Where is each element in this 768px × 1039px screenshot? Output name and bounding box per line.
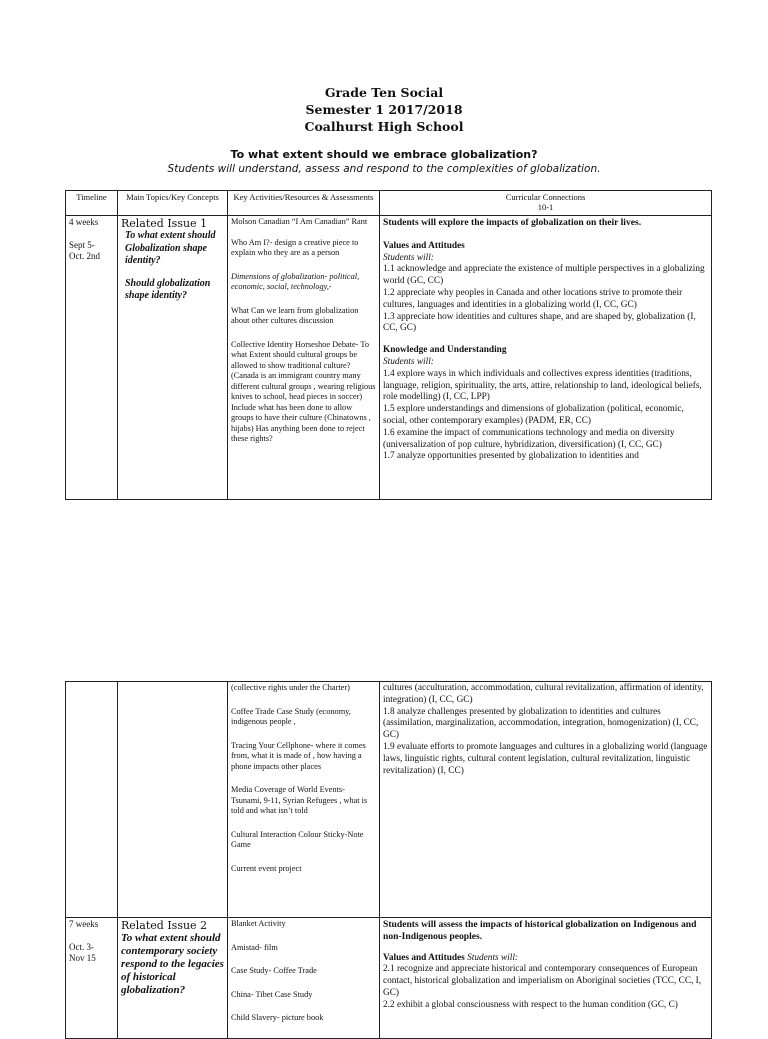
activity-item: (collective rights under the Charter) (231, 683, 350, 692)
semester-title: Semester 1 2017/2018 (305, 102, 463, 117)
outcome-item: 1.6 examine the impact of communications technology and media on diversity (universalization of pop culture, hybridization, diversification) (I, CC, GC) (383, 427, 675, 450)
header-curricular (380, 191, 712, 216)
topics-cell (118, 918, 228, 1039)
topics-cell (118, 216, 228, 500)
activity-item: Coffee Trade Case Study (economy, indigenous people , (231, 706, 351, 726)
dates-end: Nov 15 (69, 953, 96, 963)
knowledge-heading: Knowledge and Understanding (383, 345, 507, 356)
curricular-cell (380, 682, 712, 918)
outcome-item: 1.8 analyze challenges presented by globalization to identities and cultures (assimilation, marginalization, accommodation, integration, homogenization) (I, CC, GC) (383, 706, 699, 741)
activity-item: Who Am I?- design a creative piece to explain who they are as a person (231, 237, 359, 257)
values-heading: Values and Attitudes (383, 240, 465, 251)
activity-item: Blanket Activity (231, 919, 286, 928)
topics-cell (118, 682, 228, 918)
plan-table-page2 (65, 681, 712, 1039)
outcome-item: 1.2 appreciate why peoples in Canada and other locations strive to promote their cultures, languages and identities in a globalizing world (I, CC, GC) (383, 287, 683, 310)
document-header (0, 84, 768, 135)
activity-item: Current event project (231, 863, 302, 873)
students-will-label: Students will: (467, 952, 519, 963)
inquiry-question: To what extent should we embrace globalization? (230, 148, 538, 161)
students-will-label: Students will: (383, 252, 434, 263)
timeline-cell (66, 216, 118, 500)
duration: 7 weeks (69, 919, 99, 929)
activity-item: Cultural Interaction Colour Sticky-Note Game (231, 829, 364, 849)
header-activities: Key Activities/Resources & Assessments (228, 191, 380, 216)
activity-item: Child Slavery- picture book (231, 1013, 324, 1022)
activities-cell (228, 216, 380, 500)
outcome-item: 1.5 explore understandings and dimensions of globalization (political, economic, social, other contemporary examples) (PADM, ER, CC) (383, 404, 684, 426)
header-topics: Main Topics/Key Concepts (118, 191, 228, 216)
header-curricular-label: Curricular Connections (505, 192, 586, 202)
outcome-item: 1.9 evaluate efforts to promote languages and cultures in a globalizing world (language laws, linguistic rights, cultural content legislation, cultural revitalization, linguistic revitalization) (I, CC) (383, 741, 708, 776)
course-title: Grade Ten Social (324, 85, 444, 100)
dates-end: Oct. 2nd (69, 251, 100, 261)
header-curricular-sub: 10-1 (537, 202, 554, 212)
curricular-cell (380, 918, 712, 1039)
curricular-cell (380, 216, 712, 500)
activity-item: Dimensions of globalization- political, economic, social, technology,- (231, 271, 360, 291)
school-name: Coalhurst High School (304, 119, 464, 134)
outcome-item: 1.3 appreciate how identities and cultures shape, and are shaped by, globalization (I, CC, GC) (383, 311, 696, 334)
activities-cell (228, 918, 380, 1039)
key-question-2: Should globalization shape identity? (125, 277, 211, 301)
key-question-1: To what extent should contemporary society respond to the legacies of historical globalization? (121, 932, 224, 996)
outcome-item: 2.2 exhibit a global consciousness with respect to the human condition (GC, C) (383, 999, 678, 1010)
outcome-item: 1.1 acknowledge and appreciate the existence of multiple perspectives in a globalizing world (GC, CC) (383, 264, 705, 287)
key-question-1: To what extent should Globalization shape identity? (125, 230, 216, 266)
activities-cell (228, 682, 380, 918)
outcome-item: 1.4 explore ways in which individuals and collectives express identities (traditions, language, religion, spirituality, the arts, attire, relationship to land, ideological beliefs, role modelling) (I, CC, LPP) (383, 368, 702, 403)
duration: 4 weeks (69, 217, 99, 227)
dates-start: Oct. 3- (69, 942, 94, 952)
activity-item: Tracing Your Cellphone- where it comes from, what it is made of , how having a phone impacts other places (231, 740, 366, 771)
related-issue-title: Related Issue 1 (121, 217, 208, 230)
activity-item: China- Tibet Case Study (231, 989, 313, 999)
activity-item: Case Study- Coffee Trade (231, 966, 317, 975)
activity-item: Molson Canadian “I Am Canadian” Rant (231, 217, 368, 226)
students-will-label: Students will: (383, 356, 434, 367)
timeline-cell (66, 682, 118, 918)
curricular-intro: Students will assess the impacts of historical globalization on Indigenous and non-Indigenous peoples. (383, 919, 697, 942)
activity-item: Collective Identity Horseshoe Debate- To what Extent should cultural groups be allowed to show traditional culture? (Canada is an immigrant country many different cultural groups , wearing religious knives to school, head pieces in soccer) Include what has been done to allow groups to have their culture (Chinatowns , hijabs) Has anything been done to reject these rights? (231, 339, 376, 443)
values-heading: Values and Attitudes (383, 952, 465, 963)
outcome-item: 1.7 analyze opportunities presented by globalization to identities and (383, 451, 639, 462)
header-timeline: Timeline (66, 191, 118, 216)
activity-item: Media Coverage of World Events- Tsunami, 9-11, Syrian Refugees , what is told and what isn’t told (231, 785, 368, 815)
related-issue-title: Related Issue 2 (121, 919, 208, 932)
outcome-item: cultures (acculturation, accommodation, cultural revitalization, affirmation of identity, integration) (I, CC, GC) (383, 683, 704, 705)
inquiry-subquestion: Students will understand, assess and respond to the complexities of globalization. (167, 163, 601, 175)
timeline-cell (66, 918, 118, 1039)
activity-item: Amistad- film (231, 942, 278, 952)
dates-start: Sept 5- (69, 240, 95, 250)
plan-table-page1 (65, 190, 712, 500)
activity-item: What Can we learn from globalization about other cultures discussion (231, 305, 359, 325)
curricular-intro: Students will explore the impacts of globalization on their lives. (383, 217, 642, 228)
outcome-item: 2.1 recognize and appreciate historical and contemporary consequences of European contact, historical globalization and imperialism on Aboriginal societies (TCC, CC, I, GC) (383, 964, 702, 998)
